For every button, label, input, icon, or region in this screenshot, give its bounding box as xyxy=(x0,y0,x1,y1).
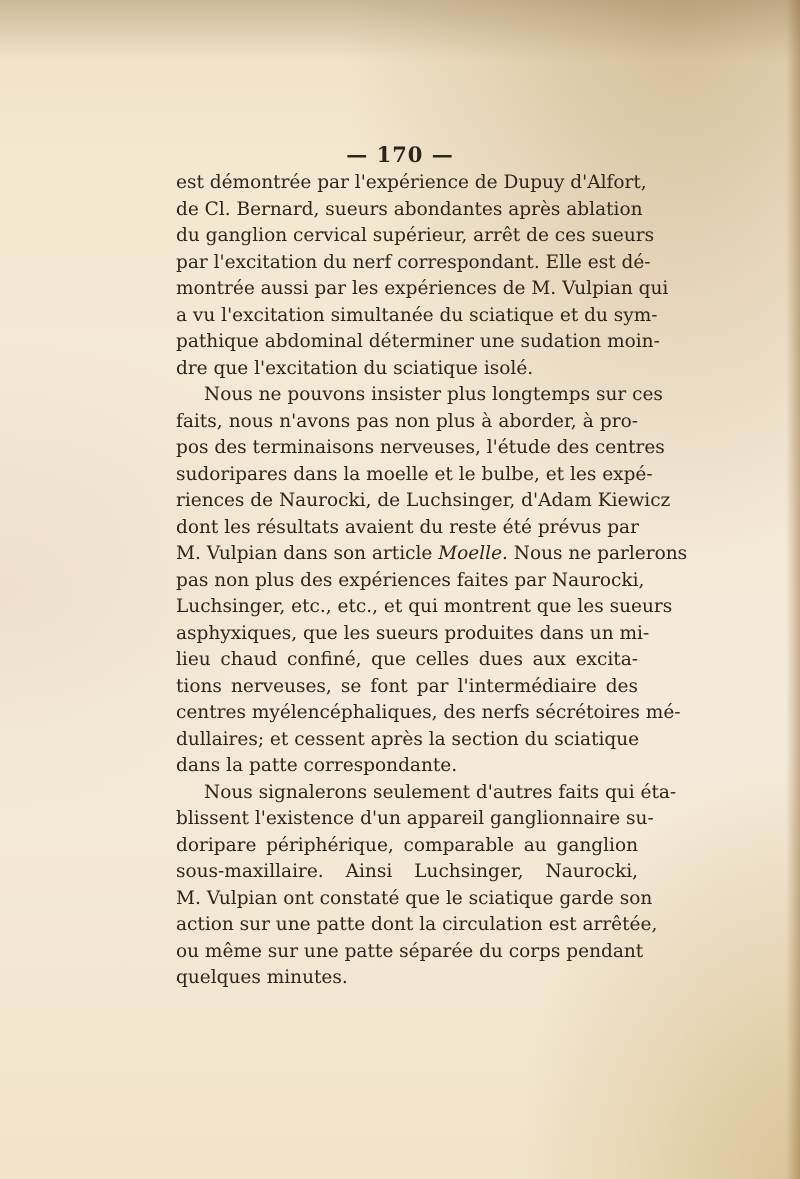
text-line: dont les résultats avaient du reste été prévus par xyxy=(176,516,639,538)
body-text xyxy=(176,170,688,992)
text-line: dullaires; et cessent après la section du sciatique xyxy=(176,728,640,750)
text-line: doripare périphérique, comparable au ganglion xyxy=(176,834,638,856)
text-line: est démontrée par l'expérience de Dupuy d'Alfort, xyxy=(176,172,647,193)
text-line: de Cl. Bernard, sueurs abondantes après ablation xyxy=(176,198,643,220)
page-shadow-top xyxy=(0,0,800,60)
text-line: pas non plus des expériences faites par Naurocki, xyxy=(176,569,645,591)
text-line: blissent l'existence d'un appareil ganglionnaire su- xyxy=(176,808,654,829)
text-line: Luchsinger, etc., etc., et qui montrent que les sueurs xyxy=(176,596,673,617)
text-line: Nous signalerons seulement d'autres faits qui éta- xyxy=(204,781,677,803)
text-line: par l'excitation du nerf correspondant. Elle est dé- xyxy=(176,251,651,273)
text-line: riences de Naurocki, de Luchsinger, d'Adam Kiewicz xyxy=(176,490,671,511)
text-run: Nous ne parlerons xyxy=(507,543,688,564)
text-line: faits, nous n'avons pas non plus à aborder, à pro- xyxy=(176,410,638,432)
text-run: M. Vulpian dans son article xyxy=(176,543,439,564)
text-line: M. Vulpian ont constaté que le sciatique garde son xyxy=(176,887,653,909)
text-line: lieu chaud confiné, que celles dues aux excita- xyxy=(176,649,638,670)
text-line: a vu l'excitation simultanée du sciatique et du sym- xyxy=(176,304,658,326)
text-line: pathique abdominal déterminer une sudation moin- xyxy=(176,331,660,352)
text-line: sous-maxillaire. Ainsi Luchsinger, Naurocki, xyxy=(176,861,638,882)
text-line: centres myélencéphaliques, des nerfs sécrétoires mé- xyxy=(176,702,681,723)
text-line: dans la patte correspondante. xyxy=(176,755,458,776)
page-shadow-right xyxy=(786,0,800,1179)
text-line: tions nerveuses, se font par l'intermédiaire des xyxy=(176,675,638,697)
text-line: montrée aussi par les expériences de M. Vulpian qui xyxy=(176,278,669,299)
page-number: — 170 — xyxy=(346,142,454,167)
text-line: du ganglion cervical supérieur, arrêt de ces sueurs xyxy=(176,225,655,246)
italic-run: Moelle. xyxy=(438,543,508,564)
text-line: pos des terminaisons nerveuses, l'étude des centres xyxy=(176,437,665,458)
text-line: ou même sur une patte séparée du corps pendant xyxy=(176,940,644,962)
text-line: dre que l'excitation du sciatique isolé. xyxy=(176,357,534,379)
text-line: action sur une patte dont la circulation est arrêtée, xyxy=(176,914,658,935)
text-line xyxy=(176,541,688,568)
text-line: sudoripares dans la moelle et le bulbe, et les expé- xyxy=(176,463,653,485)
text-line: asphyxiques, que les sueurs produites dans un mi- xyxy=(176,622,650,644)
text-line: Nous ne pouvons insister plus longtemps sur ces xyxy=(204,384,663,405)
text-line: quelques minutes. xyxy=(176,967,348,988)
